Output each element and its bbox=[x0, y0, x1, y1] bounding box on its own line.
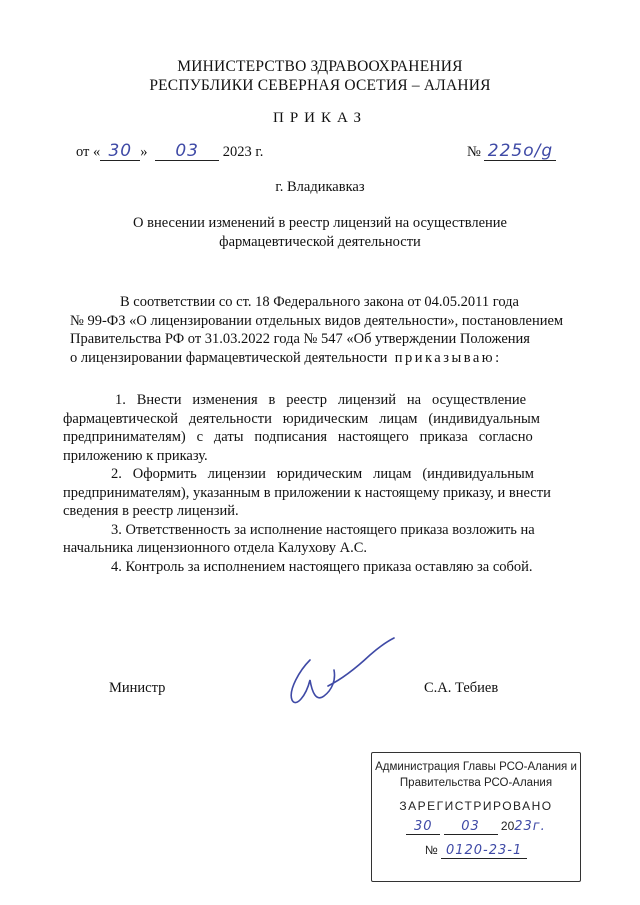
signatory-name: С.А. Тебиев bbox=[424, 680, 499, 696]
item-line: фармацевтической деятельности юридическим лицам (индивидуальным bbox=[63, 410, 540, 427]
preamble-text: о лицензировании фармацевтической деятельности bbox=[70, 349, 388, 366]
ministry-name-line2: РЕСПУБЛИКИ СЕВЕРНАЯ ОСЕТИЯ – АЛАНИЯ bbox=[149, 77, 491, 94]
item-line: 3. Ответственность за исполнение настоящего приказа возложить на bbox=[111, 521, 535, 538]
stamp-day-handwritten: 30 bbox=[406, 819, 440, 835]
stamp-number-handwritten: 0120-23-1 bbox=[441, 843, 527, 859]
stamp-year-prefix: 20 bbox=[500, 819, 515, 833]
preamble-line: В соответствии со ст. 18 Федерального закона от 04.05.2011 года bbox=[120, 294, 519, 310]
date-month-handwritten: 03 bbox=[155, 142, 219, 161]
stamp-month-handwritten: 03 bbox=[444, 819, 498, 835]
stamp-year-handwritten: 23г. bbox=[514, 819, 546, 834]
item-line: предпринимателям), указанным в приложении к настоящему приказу, и внести bbox=[63, 484, 551, 501]
item-line: начальника лицензионного отдела Калухову А.С. bbox=[63, 540, 368, 556]
handwritten-signature bbox=[270, 630, 400, 720]
date-separator: » bbox=[140, 144, 148, 160]
preamble-line bbox=[70, 349, 588, 368]
preamble bbox=[70, 293, 588, 367]
item-line: предпринимателям) с даты подписания настоящего приказа согласно bbox=[63, 429, 533, 445]
orders-word: приказываю: bbox=[394, 349, 502, 366]
registration-stamp bbox=[371, 752, 581, 882]
preamble-line: № 99-ФЗ «О лицензировании отдельных видов деятельности», постановлением bbox=[70, 312, 564, 329]
date-year: 2023 г. bbox=[222, 144, 264, 160]
item-line: 1. Внести изменения в реестр лицензий на осуществление bbox=[115, 392, 527, 408]
order-date bbox=[76, 142, 263, 161]
city: г. Владикавказ bbox=[275, 179, 365, 195]
stamp-line1: Администрация Главы РСО-Алания и bbox=[375, 761, 577, 773]
order-item bbox=[63, 465, 587, 521]
date-prefix: от « bbox=[76, 144, 101, 160]
ministry-name-line1: МИНИСТЕРСТВО ЗДРАВООХРАНЕНИЯ bbox=[177, 58, 463, 75]
order-item bbox=[63, 521, 587, 558]
date-day-handwritten: 30 bbox=[100, 142, 140, 161]
stamp-line2: Правительства РСО-Алания bbox=[399, 777, 553, 789]
subject-line1: О внесении изменений в реестр лицензий на осуществление bbox=[133, 215, 507, 231]
stamp-number bbox=[372, 843, 580, 859]
preamble-line: Правительства РФ от 31.03.2022 года № 547 «Об утверждении Положения bbox=[70, 331, 530, 347]
order-item bbox=[63, 391, 587, 465]
signatory-position: Министр bbox=[109, 680, 166, 696]
subject-line2: фармацевтической деятельности bbox=[219, 234, 421, 250]
order-number bbox=[467, 142, 556, 161]
stamp-number-prefix: № bbox=[424, 843, 438, 857]
item-line: 2. Оформить лицензии юридическим лицам (индивидуальным bbox=[111, 466, 534, 482]
number-prefix: № bbox=[467, 144, 481, 160]
item-line: сведения в реестр лицензий. bbox=[63, 503, 239, 519]
stamp-date bbox=[372, 819, 580, 835]
order-item bbox=[63, 558, 587, 577]
item-line: 4. Контроль за исполнением настоящего приказа оставляю за собой. bbox=[111, 558, 533, 575]
item-line: приложению к приказу. bbox=[63, 447, 208, 464]
document-type-title: ПРИКАЗ bbox=[273, 110, 367, 126]
number-handwritten: 225о/g bbox=[484, 142, 556, 161]
order-items bbox=[63, 391, 587, 576]
stamp-registered: ЗАРЕГИСТРИРОВАНО bbox=[399, 799, 553, 813]
